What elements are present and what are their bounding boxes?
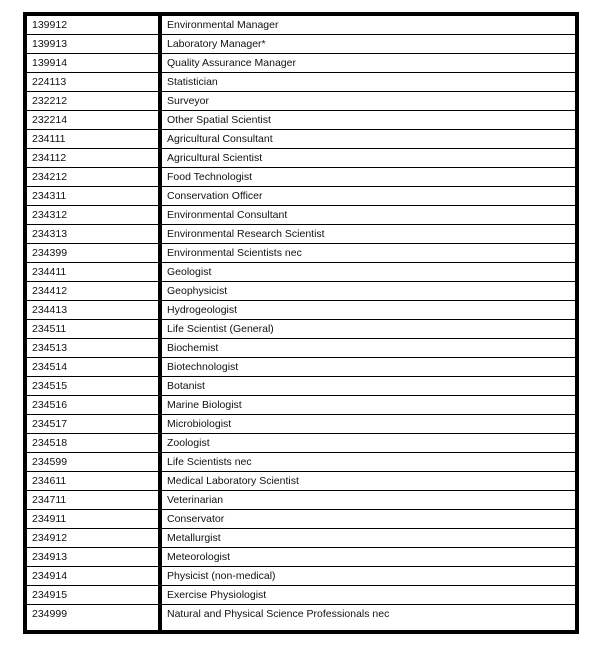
table-row <box>27 567 575 586</box>
occupation-title-cell: Metallurgist <box>160 529 575 548</box>
occupation-title-cell: Environmental Manager <box>160 16 575 35</box>
occupation-title-cell: Botanist <box>160 377 575 396</box>
occupation-title-cell: Microbiologist <box>160 415 575 434</box>
table-row <box>27 206 575 225</box>
occupation-code-cell: 232212 <box>27 92 160 111</box>
occupation-title-cell: Other Spatial Scientist <box>160 111 575 130</box>
occupation-title-cell: Medical Laboratory Scientist <box>160 472 575 491</box>
occupation-code-cell: 234915 <box>27 586 160 605</box>
occupation-title-cell: Conservation Officer <box>160 187 575 206</box>
table-row <box>27 187 575 206</box>
occupation-title-cell: Quality Assurance Manager <box>160 54 575 73</box>
occupation-title-cell: Marine Biologist <box>160 396 575 415</box>
table-row <box>27 225 575 244</box>
occupation-code-cell: 234212 <box>27 168 160 187</box>
occupation-title-cell: Zoologist <box>160 434 575 453</box>
occupation-code-cell: 234912 <box>27 529 160 548</box>
occupation-title-cell: Hydrogeologist <box>160 301 575 320</box>
occupation-code-cell: 234399 <box>27 244 160 263</box>
occupation-title-cell: Environmental Consultant <box>160 206 575 225</box>
occupation-title-cell: Natural and Physical Science Professionals nec <box>167 608 390 620</box>
table-row <box>27 377 575 396</box>
occupation-code-cell: 234518 <box>27 434 160 453</box>
occupation-title-cell: Agricultural Scientist <box>160 149 575 168</box>
table-row <box>27 92 575 111</box>
occupation-title-cell: Physicist (non-medical) <box>160 567 575 586</box>
occupation-code-cell: 234311 <box>27 187 160 206</box>
table-row <box>27 491 575 510</box>
table-row <box>27 529 575 548</box>
table-row <box>27 111 575 130</box>
occupation-code-cell: 234911 <box>27 510 160 529</box>
occupation-code-cell: 234313 <box>27 225 160 244</box>
table-row <box>27 244 575 263</box>
occupation-title-cell: Conservator <box>160 510 575 529</box>
occupation-code-cell: 139913 <box>27 35 160 54</box>
table-row <box>27 548 575 567</box>
occupation-code-cell: 234312 <box>27 206 160 225</box>
table-row <box>27 472 575 491</box>
occupation-table-grid <box>27 16 575 630</box>
occupation-title-cell: Biotechnologist <box>160 358 575 377</box>
occupation-title-cell: Environmental Scientists nec <box>160 244 575 263</box>
occupation-title-cell: Agricultural Consultant <box>160 130 575 149</box>
occupation-code-cell: 234516 <box>27 396 160 415</box>
occupation-title-cell: Food Technologist <box>160 168 575 187</box>
occupation-code-cell: 139912 <box>27 16 160 35</box>
occupation-code-cell: 234513 <box>27 339 160 358</box>
table-row <box>27 434 575 453</box>
occupation-title-cell: Life Scientists nec <box>160 453 575 472</box>
table-row <box>27 510 575 529</box>
occupation-title-cell: Geophysicist <box>160 282 575 301</box>
table-row <box>27 339 575 358</box>
occupation-code-cell: 232214 <box>27 111 160 130</box>
occupation-title-cell: Environmental Research Scientist <box>160 225 575 244</box>
table-row <box>27 453 575 472</box>
occupation-code-cell: 234514 <box>27 358 160 377</box>
occupation-code-cell: 234515 <box>27 377 160 396</box>
table-row <box>27 586 575 605</box>
occupation-title-cell: Geologist <box>160 263 575 282</box>
table-row <box>27 415 575 434</box>
table-row <box>27 282 575 301</box>
occupation-code-cell: 234412 <box>27 282 160 301</box>
table-row <box>27 130 575 149</box>
occupation-code-cell: 234517 <box>27 415 160 434</box>
table-row <box>27 605 575 631</box>
occupation-code-cell: 234999 <box>27 605 160 631</box>
table-row <box>27 149 575 168</box>
table-row <box>27 16 575 35</box>
occupation-title-cell: Exercise Physiologist <box>160 586 575 605</box>
occupation-title-cell: Life Scientist (General) <box>160 320 575 339</box>
occupation-title-cell: Biochemist <box>160 339 575 358</box>
table-row <box>27 35 575 54</box>
occupation-code-cell: 234599 <box>27 453 160 472</box>
occupation-code-cell: 234711 <box>27 491 160 510</box>
occupation-code-cell: 234511 <box>27 320 160 339</box>
table-row <box>27 168 575 187</box>
occupation-table <box>23 12 579 634</box>
occupation-code-cell: 234913 <box>27 548 160 567</box>
table-row <box>27 263 575 282</box>
occupation-code-cell: 234112 <box>27 149 160 168</box>
occupation-code-cell: 234111 <box>27 130 160 149</box>
occupation-code-cell: 234914 <box>27 567 160 586</box>
table-row <box>27 54 575 73</box>
table-row <box>27 301 575 320</box>
occupation-code-cell: 224113 <box>27 73 160 92</box>
occupation-title-cell: Laboratory Manager* <box>160 35 575 54</box>
occupation-code-cell: 139914 <box>27 54 160 73</box>
occupation-title-cell: Statistician <box>160 73 575 92</box>
occupation-table-body <box>27 16 575 630</box>
occupation-code-cell: 234411 <box>27 263 160 282</box>
occupation-code-cell: 234413 <box>27 301 160 320</box>
occupation-title-cell: Meteorologist <box>160 548 575 567</box>
table-row <box>27 358 575 377</box>
table-row <box>27 396 575 415</box>
occupation-title-cell: Veterinarian <box>160 491 575 510</box>
table-row <box>27 320 575 339</box>
occupation-title-cell: Surveyor <box>160 92 575 111</box>
occupation-code-cell: 234611 <box>27 472 160 491</box>
table-row <box>27 73 575 92</box>
